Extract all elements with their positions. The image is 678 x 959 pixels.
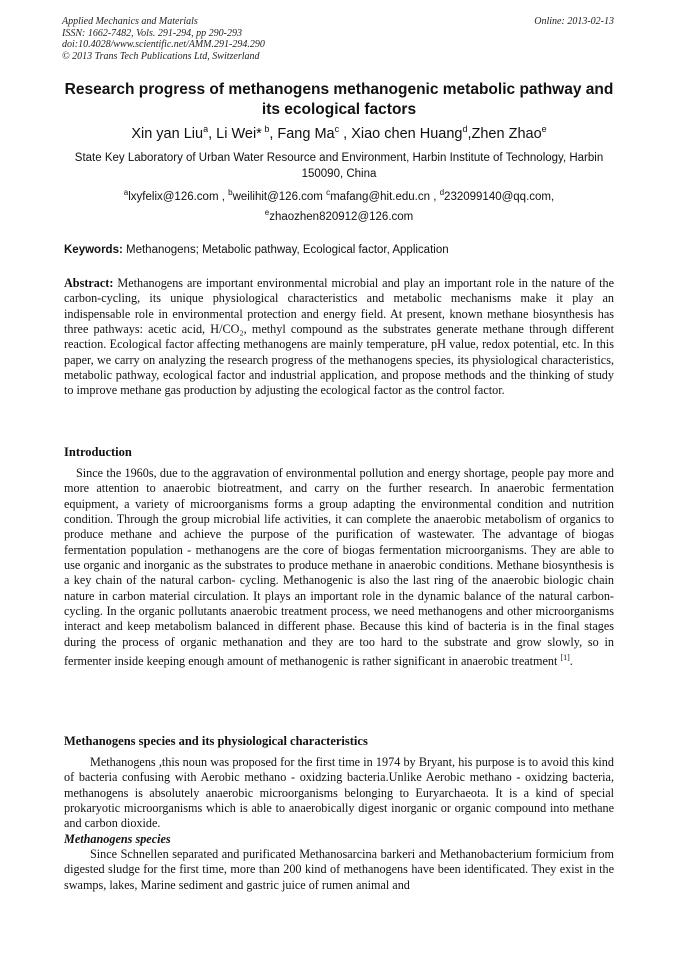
author-name: Fang Ma bbox=[277, 125, 335, 142]
keywords-label: Keywords: bbox=[64, 244, 123, 256]
section-paragraph: Methanogens ,this noun was proposed for the first time in 1974 by Bryant, his purpose is to avoid this kind of bacteria confusing with Aerobic methano - oxidzing bacteria.Unlike Aerobic methano - oxidzing bacteria, methanogens is absolutely anaerobic microorganisms belonging to Euryarchaeota. It is a kind of special prokaryotic microorganisms which is able to anaerobically digest inorganic or organic compound into methane and carbon dioxide. bbox=[64, 755, 614, 831]
email-link[interactable]: 232099140@qq.com, bbox=[444, 190, 555, 203]
author-mark: e bbox=[541, 124, 547, 134]
affiliation: State Key Laboratory of Urban Water Resource and Environment, Harbin Institute of Technology, Harbin 150090, China bbox=[74, 152, 604, 180]
author-name: Zhen Zhao bbox=[471, 125, 542, 142]
author-name: Xin yan Liu bbox=[131, 125, 204, 142]
journal-header bbox=[62, 16, 265, 62]
copyright-line: © 2013 Trans Tech Publications Ltd, Switzerland bbox=[62, 50, 260, 62]
author-name: Li Wei* bbox=[216, 125, 262, 142]
email-mark: a bbox=[123, 188, 129, 197]
keywords-text: Methanogens; Metabolic pathway, Ecological factor, Application bbox=[126, 244, 449, 256]
author-sep: , bbox=[208, 125, 217, 142]
introduction-heading: Introduction bbox=[64, 445, 132, 459]
doi-line[interactable]: doi:10.4028/www.scientific.net/AMM.291-294.290 bbox=[62, 39, 265, 50]
introduction-text: Since the 1960s, due to the aggravation of environmental pollution and energy shortage, people pay more and more attention to anaerobic biotreatment, and carry on the further research. In anaerobic fermentation equipment, a variety of microorganisms forms a group adapting the environmental condition and nutrition condition. Through the group microbial life activities, it can complete the anaerobic metabolism of organics to produce methane and achieve the purpose of the purification of wastewater. The advantage of biogas fermentation population - methanogens are the core of biogas fermentation microorganisms. They are able to use organic and inorganic as the substrates to produce methane in anaerobic conditions. Methane biosynthesis is a key chain of the natural carbon- cycling. Methanogenic is also the last ring of the anaerobic biologic chain nature in carbon material circulation. It plays an important role in the dynamic balance of the natural carbon-cycling. In the organic pollutants anaerobic treatment process, we need methanogens and other microorganisms interact and keep metabolism balanced in different phase. Because this kind of bacteria is in the final stages during the process of organic methanation and they are too hard to the substrate and grow slowly, so in fermenter inside keeping enough amount of methanogenic is rather significant in anaerobic treatment bbox=[64, 466, 614, 669]
journal-name: Applied Mechanics and Materials bbox=[62, 16, 198, 27]
author-list bbox=[40, 124, 638, 142]
paper-title: Research progress of methanogens methanogenic metabolic pathway and its ecological factors bbox=[64, 81, 614, 118]
email-link[interactable]: zhaozhen820912@126.com bbox=[269, 210, 414, 223]
online-date: Online: 2013-02-13 bbox=[534, 16, 614, 27]
abstract-text: Methanogens are important environmental microbial and play an important role in the nature of the carbon-cycling, its unique physiological characteristics and metabolic mechanisms make it play an indispensable role in environmental protection and energy field. At present, known methane biosynthesis has three pathways: acetic acid, H/CO₂, methyl compound as the substrates generate methane through different reaction. Ecological factor affecting methanogens are mainly temperature, pH value, redox potential, etc. In this paper, we carry on analyzing the research progress of the methanogens species, its physiological characteristics, metabolic pathway, ecological factor and industrial application, and propose methods and the thinking of study to improve methane gas production by adjusting the ecological factor as the control factor. bbox=[64, 276, 614, 398]
citation-ref[interactable]: [1] bbox=[560, 653, 570, 663]
subsection-heading: Methanogens species bbox=[64, 831, 171, 846]
abstract-label: Abstract: bbox=[64, 276, 114, 290]
author-mark: a bbox=[203, 124, 209, 134]
section-heading: Methanogens species and its physiological characteristics bbox=[64, 734, 368, 748]
author-sep: , bbox=[339, 125, 352, 142]
author-mark: d bbox=[462, 124, 468, 134]
email-mark: b bbox=[228, 188, 233, 197]
keywords bbox=[64, 244, 614, 256]
author-sep: , bbox=[269, 125, 278, 142]
author-sep: , bbox=[467, 125, 472, 142]
abstract bbox=[64, 276, 614, 399]
email-link[interactable]: weilihit@126.com bbox=[232, 190, 323, 203]
email-mark: c bbox=[326, 188, 331, 197]
author-mark: c bbox=[334, 124, 340, 134]
email-link[interactable]: mafang@hit.edu.cn , bbox=[330, 190, 437, 203]
author-name: Xiao chen Huang bbox=[351, 125, 463, 142]
email-mark: d bbox=[439, 188, 445, 197]
email-mark: e bbox=[264, 207, 270, 217]
author-emails bbox=[60, 185, 618, 225]
introduction-body bbox=[64, 466, 614, 670]
section-body bbox=[64, 755, 614, 893]
introduction-end: . bbox=[569, 654, 573, 669]
author-mark: b bbox=[261, 124, 270, 134]
email-link[interactable]: lxyfelix@126.com , bbox=[128, 190, 225, 203]
issn-line: ISSN: 1662-7482, Vols. 291-294, pp 290-293 bbox=[62, 27, 242, 39]
section-paragraph: Since Schnellen separated and purificated Methanosarcina barkeri and Methanobacterium formicium from digested sludge for the first time, more than 200 kind of methanogens have been identificated. They exist in the swamps, lakes, Marine sediment and gastric juice of rumen animal and bbox=[64, 847, 614, 892]
